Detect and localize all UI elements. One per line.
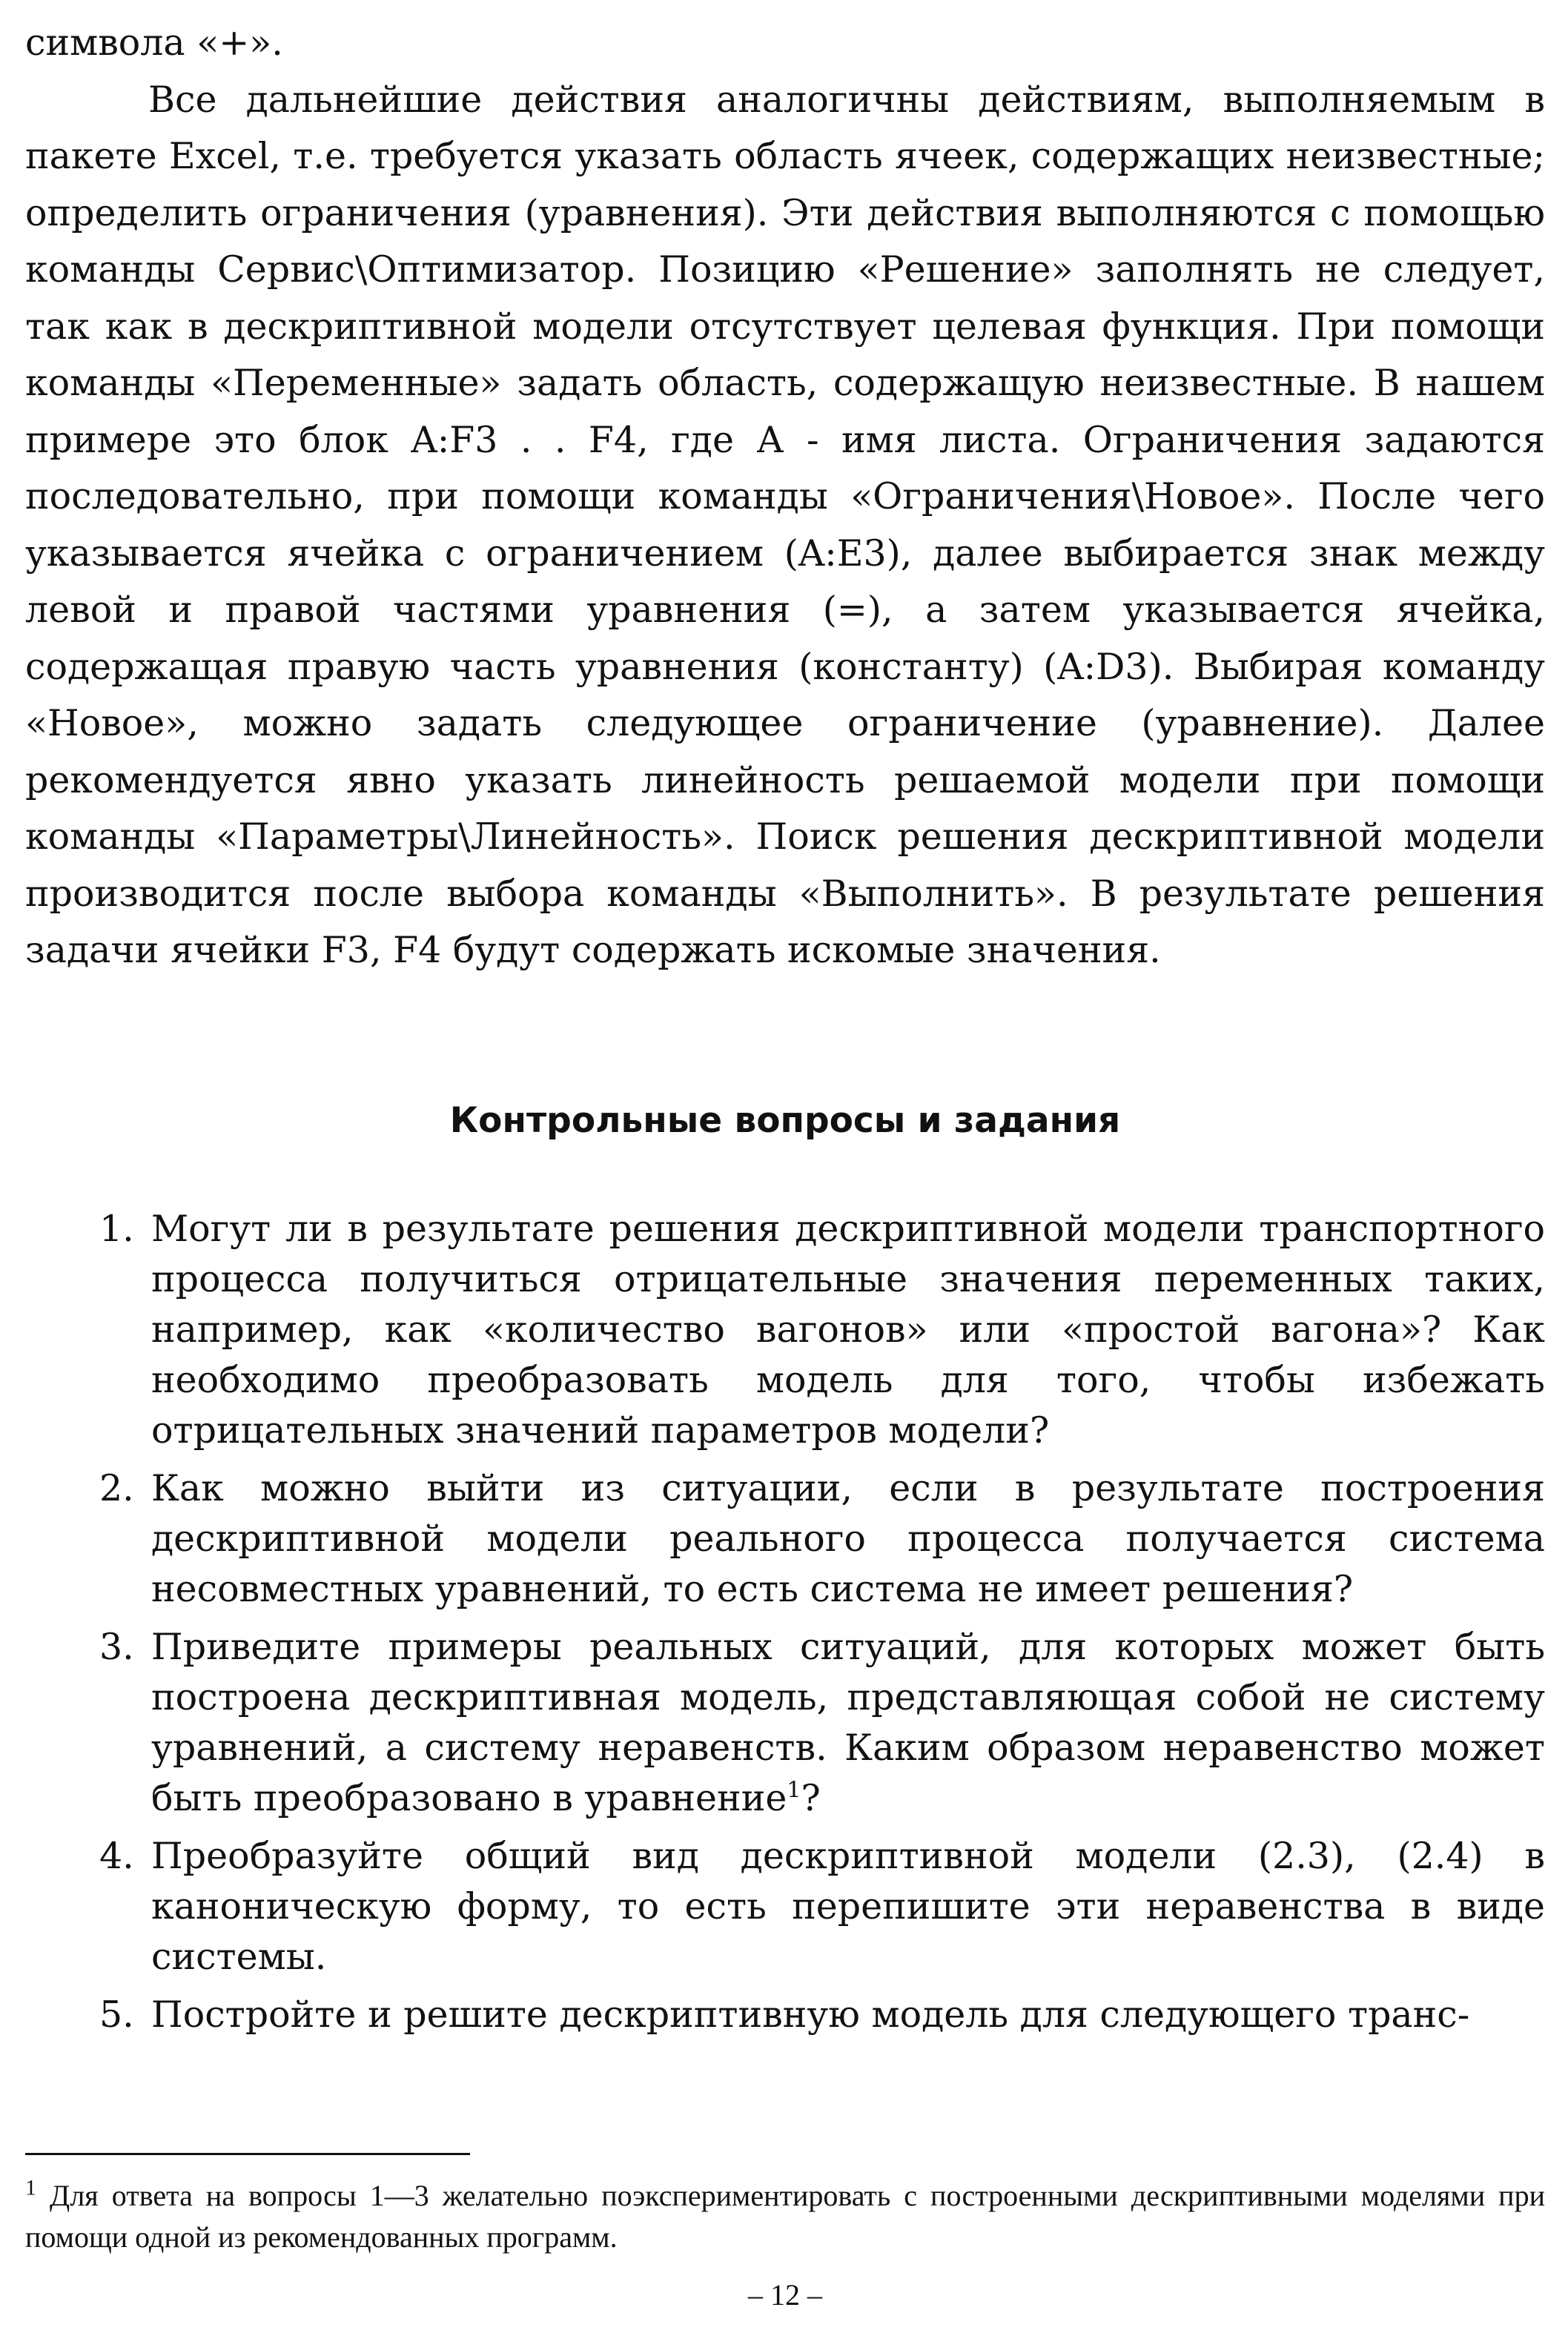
footnote-text: Для ответа на вопросы 1—3 желательно поэкспериментировать с построенными дескриптивными моделями при помощи одной из рекомендованных программ.	[25, 2179, 1545, 2254]
question-text: Могут ли в результате решения дескриптивной модели транспортного процесса получиться отрицательные значения переменных таких, например, как «количество вагонов» или «простой вагона»? Как необходимо преобразовать модель для того, чтобы избежать отрицательных значений параметров модели?	[151, 1208, 1545, 1452]
question-text: Приведите примеры реальных ситуаций, для которых может быть построена дескриптивная модель, представляющая собой не систему уравнений, а систему неравенств. Каким образом неравенство может быть преобразовано в уравнение	[151, 1626, 1545, 1819]
footnote-reference: 1	[787, 1777, 801, 1804]
question-number: 4.	[99, 1835, 134, 1877]
question-text: Преобразуйте общий вид дескриптивной модели (2.3), (2.4) в каноническую форму, то есть перепишите эти неравенства в виде системы.	[151, 1835, 1545, 1978]
footnote	[25, 2175, 1545, 2258]
question-item	[25, 1204, 1545, 1456]
top-fragment: символа «+».	[25, 21, 283, 64]
question-item	[25, 1463, 1545, 1615]
question-number: 1.	[99, 1208, 134, 1250]
question-text: Как можно выйти из ситуации, если в результате построения дескриптивной модели реального процесса получается система несовместных уравнений, то есть система не имеет решения?	[151, 1467, 1545, 1610]
questions-list	[25, 1204, 1545, 2048]
question-item	[25, 1990, 1545, 2040]
section-heading: Контрольные вопросы и задания	[449, 1100, 1121, 1141]
question-number: 2.	[99, 1467, 134, 1509]
question-tail: ?	[801, 1777, 821, 1819]
main-paragraph: Все дальнейшие действия аналогичны действиям, выполняемым в пакете Excel, т.е. требуется указать область ячеек, содержащих неизвестные; определить ограничения (уравнения). Эти действия выполняются с помощью команды Сервис\Оптимизатор. Позицию «Решение» заполнять не следует, так как в дескриптивной модели отсутствует целевая функция. При помощи команды «Переменные» задать область, содержащую неизвестные. В нашем примере это блок A:F3 . . F4, где А - имя листа. Ограничения задаются последовательно, при помощи команды «Ограничения\Новое». После чего указывается ячейка с ограничением (A:E3), далее выбирается знак между левой и правой частями уравнения (=), а затем указывается ячейка, содержащая правую часть уравнения (константу) (A:D3). Выбирая команду «Новое», можно задать следующее ограничение (уравнение). Далее рекомендуется явно указать линейность решаемой модели при помощи команды «Параметры\Линейность». Поиск решения дескриптивной модели производится после выбора команды «Выполнить». В результате решения задачи ячейки F3, F4 будут содержать искомые значения.	[25, 78, 1545, 971]
question-number: 5.	[99, 1993, 134, 2036]
footnote-divider	[25, 2153, 470, 2155]
question-item	[25, 1622, 1545, 1824]
question-number: 3.	[99, 1626, 134, 1668]
question-item	[25, 1831, 1545, 1982]
document-page	[25, 15, 1545, 2320]
page-number: – 12 –	[748, 2278, 822, 2312]
footnote-marker: 1	[25, 2175, 36, 2200]
question-text: Постройте и решите дескриптивную модель для следующего транс-	[151, 1993, 1470, 2036]
